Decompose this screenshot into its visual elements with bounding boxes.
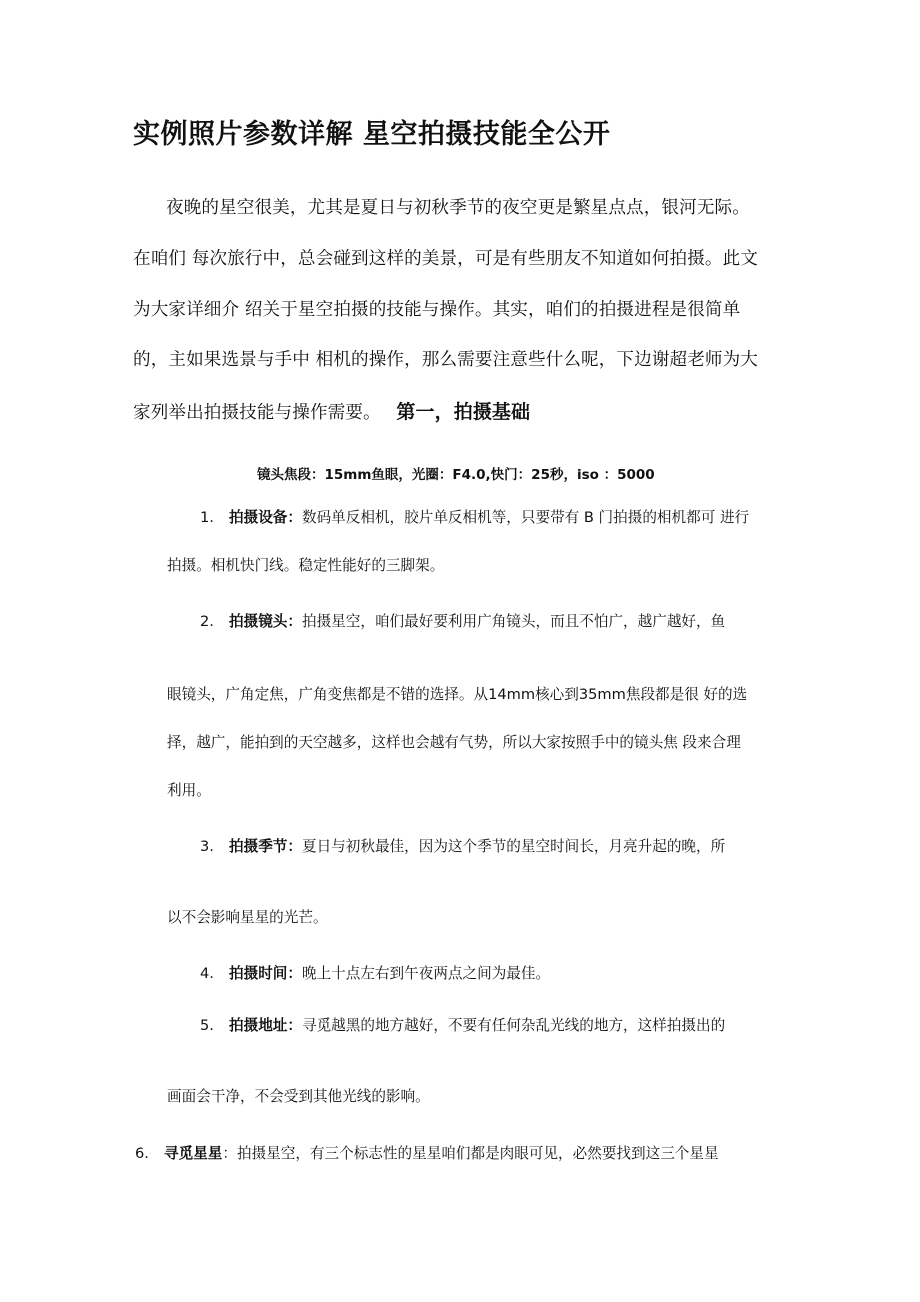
item-text: 夏日与初秋最佳，因为这个季节的星空时间长，月亮升起的晚，所 xyxy=(301,838,726,855)
item-label: 拍摄季节： xyxy=(229,838,302,855)
item-number: 1. xyxy=(200,509,214,526)
list-item-4 xyxy=(200,962,550,983)
list-item-2-continued: 择，越广，能拍到的天空越多，这样也会越有气势，所以大家按照手中的镜头焦 段来合理 xyxy=(167,734,741,751)
item-text: 拍摄星空，咱们最好要利用广角镜头，而且不怕广，越广越好，鱼 xyxy=(301,613,726,630)
item-label: 拍摄地址： xyxy=(229,1017,302,1034)
list-item-5-continued: 画面会干净，不会受到其他光线的影响。 xyxy=(167,1088,430,1105)
intro-line-3: 为大家详细介 绍关于星空拍摄的技能与操作。其实，咱们的拍摄进程是很简单 xyxy=(133,300,741,320)
item-text: 数码单反相机，胶片单反相机等，只要带有 B 门拍摄的相机都可 进行 xyxy=(301,509,750,526)
list-item-5 xyxy=(200,1014,725,1035)
item-label: 拍摄镜头： xyxy=(229,613,302,630)
page-title: 实例照片参数详解 星空拍摄技能全公开 xyxy=(133,119,611,150)
list-item-3-continued: 以不会影响星星的光芒。 xyxy=(167,909,328,926)
intro-line-5 xyxy=(133,397,530,424)
item-text: ：拍摄星空，有三个标志性的星星咱们都是肉眼可见，必然要找到这三个星星 xyxy=(222,1145,719,1162)
list-item-3 xyxy=(200,835,725,856)
section-heading: 第一，拍摄基础 xyxy=(396,401,531,423)
list-item-6 xyxy=(135,1142,719,1163)
item-number: 6. xyxy=(135,1145,149,1162)
item-text: 寻觅越黑的地方越好，不要有任何杂乱光线的地方，这样拍摄出的 xyxy=(301,1017,726,1034)
intro-line-2: 在咱们 每次旅行中，总会碰到这样的美景，可是有些朋友不知道如何拍摄。此文 xyxy=(133,249,758,269)
item-label: 拍摄时间： xyxy=(229,965,302,982)
list-item-2-continued: 利用。 xyxy=(167,782,211,799)
item-number: 5. xyxy=(200,1017,214,1034)
list-item-2 xyxy=(200,610,725,631)
intro-line-4: 的，主如果选景与手中 相机的操作，那么需要注意些什么呢，下边谢超老师为大 xyxy=(133,350,758,370)
item-number: 3. xyxy=(200,838,214,855)
intro-line-1: 夜晚的星空很美，尤其是夏日与初秋季节的夜空更是繁星点点，银河无际。 xyxy=(166,198,750,218)
list-item-2-continued: 眼镜头，广角定焦，广角变焦都是不错的选择。从14mm核心到35mm焦段都是很 好的选 xyxy=(167,686,748,703)
item-label: 拍摄设备： xyxy=(229,509,302,526)
item-number: 2. xyxy=(200,613,214,630)
item-text: 晚上十点左右到午夜两点之间为最佳。 xyxy=(301,965,551,982)
list-item-1-continued: 拍摄。相机快门线。稳定性能好的三脚架。 xyxy=(167,557,445,574)
item-label: 寻觅星星 xyxy=(164,1145,223,1162)
photo-caption: 镜头焦段：15mm鱼眼，光圈：F4.0,快门：25秒，iso ：5000 xyxy=(257,467,655,483)
item-number: 4. xyxy=(200,965,214,982)
list-item-1 xyxy=(200,506,749,527)
intro-line-5-text: 家列举出拍摄技能与操作需要。 xyxy=(133,403,381,423)
